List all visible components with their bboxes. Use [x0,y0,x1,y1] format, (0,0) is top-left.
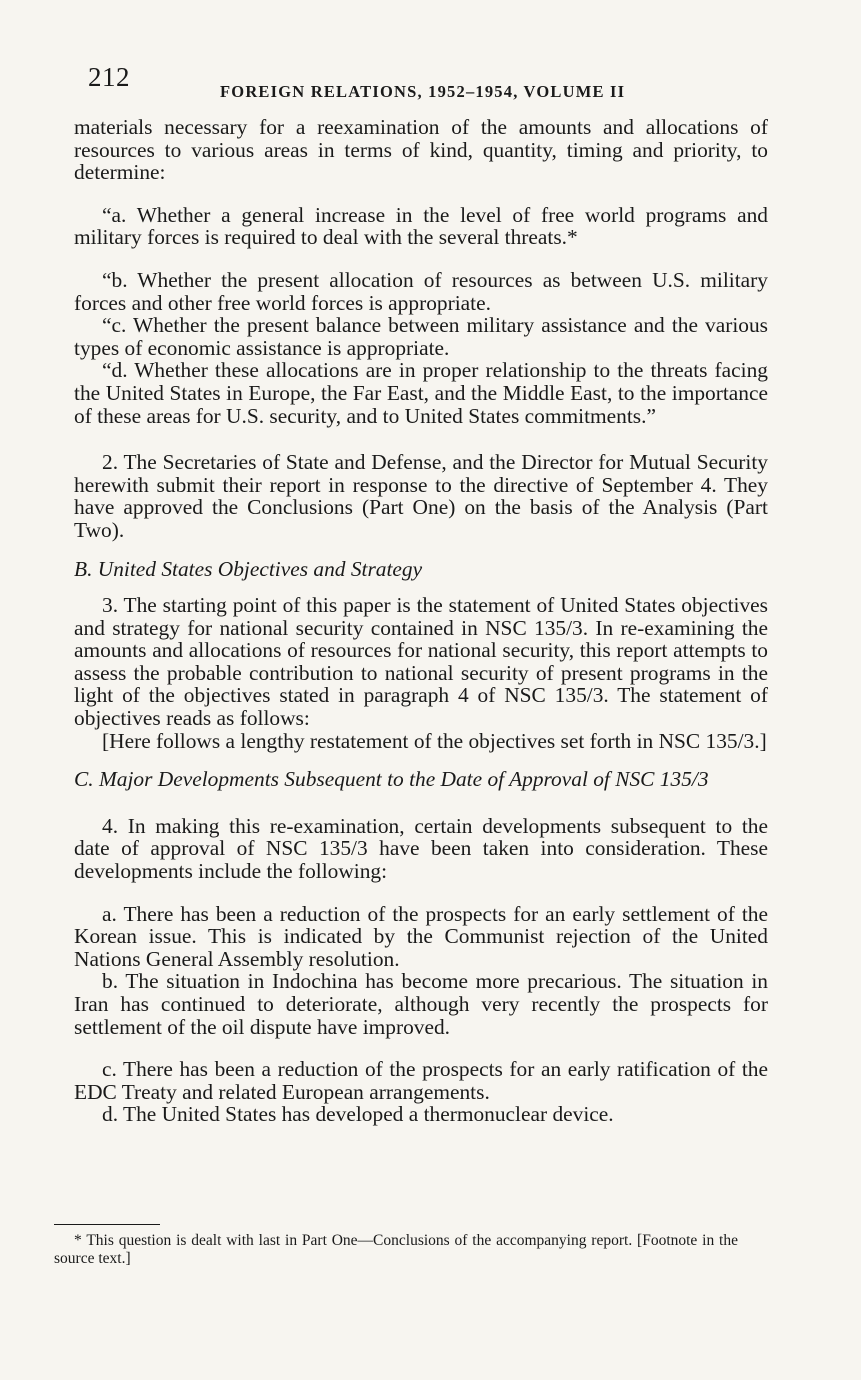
running-head: FOREIGN RELATIONS, 1952–1954, VOLUME II [220,82,626,101]
body-text [74,116,768,1126]
footnote: * This question is dealt with last in Part One—Conclusions of the accompanying report. [Footnote in the source text.] [54,1232,738,1267]
development-item-c: c. There has been a reduction of the prospects for an early ratification of the EDC Treaty and related European arrangements. [74,1057,768,1104]
paragraph-3: 3. The starting point of this paper is the statement of United States objectives and strategy for national security contained in NSC 135/3. In re-examining the amounts and allocations of resources for national security, this report attempts to assess the probable contribution to national security of present programs in the light of the objectives stated in paragraph 4 of NSC 135/3. The statement of objectives reads as follows: [74,593,768,731]
section-heading-c: C. Major Developments Subsequent to the Date of Approval of NSC 135/3 [74,767,709,792]
intro-continuation: materials necessary for a reexamination of the amounts and allocations of resources to various areas in terms of kind, quantity, timing and priority, to determine: [74,115,768,185]
quote-item-b: “b. Whether the present allocation of resources as between U.S. military forces and other free world forces is appropriate. [74,267,768,315]
quote-item-c: “c. Whether the present balance between military assistance and the various types of economic assistance is appropriate. [74,313,768,360]
development-item-d: d. The United States has developed a thermonuclear device. [102,1102,614,1127]
quote-item-d: “d. Whether these allocations are in proper relationship to the threats facing the United States in Europe, the Far East, and the Middle East, to the importance of these areas for U.S. security, and to United States commitments.” [74,358,768,428]
editorial-note: [Here follows a lengthy restatement of the objectives set forth in NSC 135/3.] [102,728,767,753]
page-number: 212 [88,62,130,92]
development-item-b: b. The situation in Indochina has become more precarious. The situation in Iran has continued to deteriorate, although very recently the prospects for settlement of the oil dispute have improved. [74,969,768,1039]
development-item-a: a. There has been a reduction of the prospects for an early settlement of the Korean issue. This is indicated by the Communist rejection of the United Nations General Assembly resolution. [74,901,768,971]
paragraph-2: 2. The Secretaries of State and Defense, and the Director for Mutual Security herewith submit their report in response to the directive of September 4. They have approved the Conclusions (Part One) on the basis of the Analysis (Part Two). [74,450,768,542]
page-header [88,62,768,102]
section-heading-b: B. United States Objectives and Strategy [74,556,423,581]
quote-item-a: “a. Whether a general increase in the level of free world programs and military forces is required to deal with the several threats.* [74,202,768,250]
footnote-divider [54,1224,160,1225]
paragraph-4: 4. In making this re-examination, certain developments subsequent to the date of approval of NSC 135/3 have been taken into consideration. These developments include the following: [74,813,768,884]
